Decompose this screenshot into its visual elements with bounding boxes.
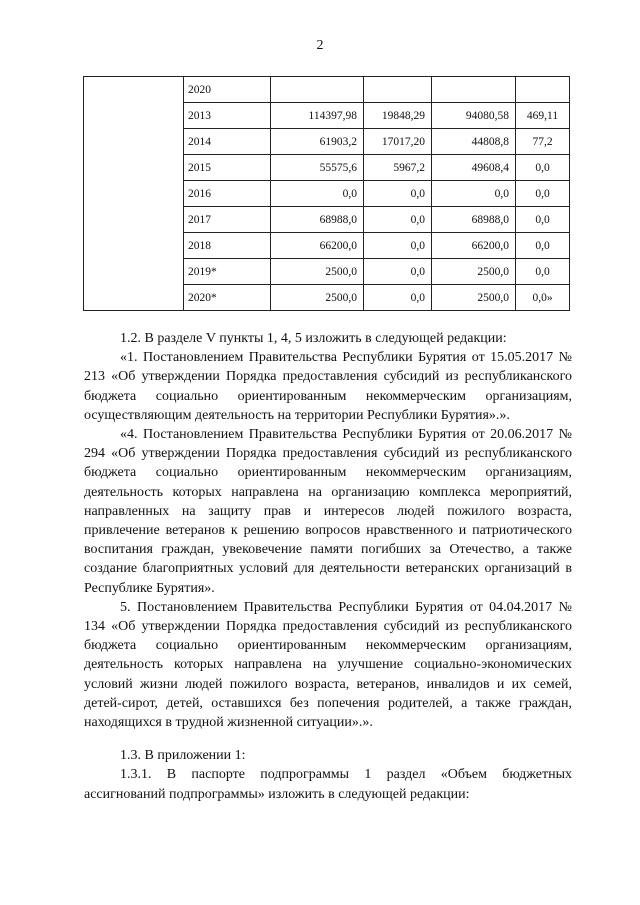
table-cell: 19848,29 xyxy=(364,103,432,129)
table-cell: 2020 xyxy=(184,77,271,103)
table-cell: 2016 xyxy=(184,181,271,207)
table-cell: 0,0 xyxy=(516,233,570,259)
table-cell: 5967,2 xyxy=(364,155,432,181)
table-cell: 68988,0 xyxy=(432,207,516,233)
table-cell: 469,11 xyxy=(516,103,570,129)
table-row xyxy=(84,77,570,103)
table-cell xyxy=(364,77,432,103)
table-cell: 17017,20 xyxy=(364,129,432,155)
table-cell: 2500,0 xyxy=(432,285,516,311)
table-cell: 0,0 xyxy=(364,207,432,233)
table-cell: 2500,0 xyxy=(432,259,516,285)
table-cell: 0,0 xyxy=(516,155,570,181)
table-cell: 2014 xyxy=(184,129,271,155)
body-text xyxy=(84,329,572,804)
table-cell: 0,0 xyxy=(364,233,432,259)
table-label-cell xyxy=(84,77,184,311)
table-cell: 61903,2 xyxy=(271,129,364,155)
paragraph-item-5: 5. Постановлением Правительства Республики Бурятия от 04.04.2017 № 134 «Об утверждении Порядка предоставления субсидий из республиканского бюджета социально ориентированным некоммерческим организациям, деятельность которых направлена на улучшение социально-экономических условий жизни людей пожилого возраста, ветеранов, инвалидов и их семей, детей-сирот, детей, оставшихся без попечения родителей, а также граждан, находящихся в трудной жизненной ситуации».». xyxy=(84,599,572,731)
paragraph-appendix-1: 1.3. В приложении 1: xyxy=(120,748,246,764)
table-cell: 0,0 xyxy=(271,181,364,207)
table-cell: 2018 xyxy=(184,233,271,259)
paragraph-section-v-amendment: 1.2. В разделе V пункты 1, 4, 5 изложить в следующей редакции: xyxy=(120,331,507,346)
table-cell: 94080,58 xyxy=(432,103,516,129)
table-cell: 0,0 xyxy=(516,181,570,207)
table-cell: 0,0 xyxy=(516,207,570,233)
table-cell: 0,0 xyxy=(364,285,432,311)
budget-table xyxy=(83,76,570,311)
table-cell: 0,0 xyxy=(364,259,432,285)
table-cell: 2019* xyxy=(184,259,271,285)
table-cell: 2020* xyxy=(184,285,271,311)
table-cell: 0,0» xyxy=(516,285,570,311)
table-cell: 68988,0 xyxy=(271,207,364,233)
page-number: 2 xyxy=(316,38,324,53)
table-cell: 114397,98 xyxy=(271,103,364,129)
paragraph-1-3-1: 1.3.1. В паспорте подпрограммы 1 раздел «Объем бюджетных ассигнований подпрограммы» изложить в следующей редакции: xyxy=(84,767,572,802)
table-cell: 0,0 xyxy=(432,181,516,207)
paragraph-item-4: «4. Постановлением Правительства Республики Бурятия от 20.06.2017 № 294 «Об утверждении Порядка предоставления субсидий из республиканского бюджета социально ориентированным некоммерческим организациям, деятельность которых направлена на организацию комплекса мероприятий, направленных на защиту прав и интересов людей пожилого возраста, привлечение ветеранов к решению вопросов нравственного и патриотического воспитания граждан, увековечение памяти погибших за Отечество, а также создание благоприятных условий для деятельности ветеранских организаций в Республике Бурятия». xyxy=(84,427,572,596)
paragraph-item-1: «1. Постановлением Правительства Республики Бурятия от 15.05.2017 № 213 «Об утверждении Порядка предоставления субсидий из республиканского бюджета социально ориентированным некоммерческим организациям, осуществляющим деятельность на территории Республики Бурятия».». xyxy=(84,350,572,423)
table-cell: 77,2 xyxy=(516,129,570,155)
table-cell: 49608,4 xyxy=(432,155,516,181)
table-cell xyxy=(432,77,516,103)
table-cell: 2015 xyxy=(184,155,271,181)
table-cell: 2017 xyxy=(184,207,271,233)
table-cell: 2500,0 xyxy=(271,259,364,285)
table-cell: 66200,0 xyxy=(432,233,516,259)
table-cell: 55575,6 xyxy=(271,155,364,181)
table-cell: 44808,8 xyxy=(432,129,516,155)
table-cell: 0,0 xyxy=(364,181,432,207)
table-cell: 2013 xyxy=(184,103,271,129)
table-cell: 66200,0 xyxy=(271,233,364,259)
table-cell: 2500,0 xyxy=(271,285,364,311)
table-cell: 0,0 xyxy=(516,259,570,285)
table-cell xyxy=(271,77,364,103)
table-cell xyxy=(516,77,570,103)
